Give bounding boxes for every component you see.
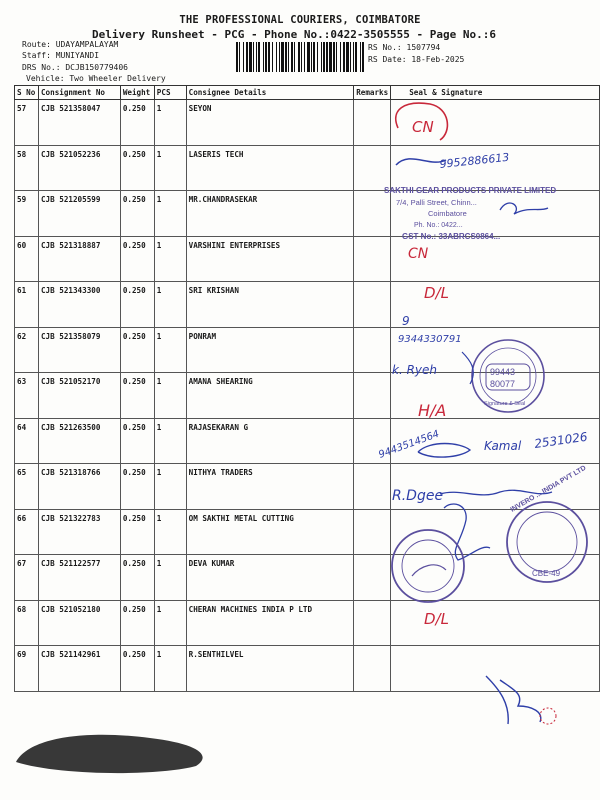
col-header-consignee: Consignee Details xyxy=(186,86,354,100)
cell-consignee: LASERIS TECH xyxy=(186,145,354,191)
sakthi-stamp-line3: Coimbatore xyxy=(428,209,467,218)
cell-seal-signature xyxy=(391,236,600,282)
table-row xyxy=(15,418,600,464)
cell-consignee: DEVA KUMAR xyxy=(186,555,354,601)
cell-sno: 62 xyxy=(15,327,39,373)
cell-consignment: CJB 521122577 xyxy=(38,555,120,601)
route-label: Route: UDAYAMPALAYAM xyxy=(22,40,119,49)
cell-pcs: 1 xyxy=(154,509,186,555)
cell-weight: 0.250 xyxy=(120,555,154,601)
note-62-a: 9 xyxy=(402,314,410,328)
barcode-bar xyxy=(236,42,238,72)
barcode-bar xyxy=(313,42,315,72)
cell-sno: 68 xyxy=(15,600,39,646)
barcode-bar xyxy=(285,42,287,72)
cell-remarks xyxy=(354,145,391,191)
cell-consignee: VARSHINI ENTERPRISES xyxy=(186,236,354,282)
cell-sno: 69 xyxy=(15,646,39,692)
cell-weight: 0.250 xyxy=(120,282,154,328)
cell-pcs: 1 xyxy=(154,464,186,510)
cell-consignee: AMANA SHEARING xyxy=(186,373,354,419)
cell-consignee: RAJASEKARAN G xyxy=(186,418,354,464)
cell-seal-signature xyxy=(391,100,600,146)
cell-pcs: 1 xyxy=(154,282,186,328)
cell-remarks xyxy=(354,555,391,601)
signature-63: k. Ryeh xyxy=(392,363,438,377)
cell-weight: 0.250 xyxy=(120,145,154,191)
barcode-bar xyxy=(326,42,328,72)
table-row xyxy=(15,509,600,555)
cell-sno: 63 xyxy=(15,373,39,419)
barcode-bar xyxy=(276,42,277,72)
barcode-bar xyxy=(249,42,252,72)
seal-63-caption: Signature & Seal xyxy=(484,401,526,407)
barcode-bar xyxy=(307,42,310,72)
seal-63-num1: 99443 xyxy=(490,367,516,377)
cell-pcs: 1 xyxy=(154,646,186,692)
cell-pcs: 1 xyxy=(154,145,186,191)
cell-seal-signature xyxy=(391,418,600,464)
cell-sno: 65 xyxy=(15,464,39,510)
table-row xyxy=(15,327,600,373)
barcode-bar xyxy=(279,42,280,72)
cell-weight: 0.250 xyxy=(120,100,154,146)
barcode-bar xyxy=(301,42,302,72)
barcode-bar xyxy=(329,42,332,72)
cell-seal-signature xyxy=(391,646,600,692)
cell-consignee: NITHYA TRADERS xyxy=(186,464,354,510)
cell-pcs: 1 xyxy=(154,555,186,601)
runsheet-table xyxy=(14,85,600,692)
sakthi-stamp-line1: SAKTHI GEAR PRODUCTS PRIVATE LIMITED xyxy=(384,186,557,195)
col-header-remarks: Remarks xyxy=(354,86,391,100)
barcode-bar xyxy=(304,42,305,72)
cell-weight: 0.250 xyxy=(120,464,154,510)
cell-remarks xyxy=(354,373,391,419)
barcode-bar xyxy=(265,42,267,72)
barcode-bar xyxy=(258,42,260,72)
col-header-sno: S No xyxy=(15,86,39,100)
table-row xyxy=(15,600,600,646)
table-row xyxy=(15,191,600,237)
cell-weight: 0.250 xyxy=(120,600,154,646)
cell-remarks xyxy=(354,418,391,464)
cell-remarks xyxy=(354,600,391,646)
barcode-bar xyxy=(340,42,341,72)
staff-label: Staff: MUNIYANDI xyxy=(22,51,100,60)
rs-no-label: RS No.: 1507794 xyxy=(368,43,441,52)
cell-remarks xyxy=(354,191,391,237)
col-header-seal: Seal & Signature xyxy=(391,86,600,100)
cell-pcs: 1 xyxy=(154,600,186,646)
barcode-bar xyxy=(294,42,295,72)
cell-consignment: CJB 521358047 xyxy=(38,100,120,146)
barcode-bar xyxy=(256,42,257,72)
cell-seal-signature xyxy=(391,600,600,646)
cn-text-60: CN xyxy=(408,246,429,262)
cell-consignee: MR.CHANDRASEKAR xyxy=(186,191,354,237)
cell-sno: 59 xyxy=(15,191,39,237)
invero-seal-city: CBE-49 xyxy=(532,569,561,578)
cell-pcs: 1 xyxy=(154,327,186,373)
cell-remarks xyxy=(354,327,391,373)
sakthi-stamp-line5: GST No.: 33ABRCS0864... xyxy=(402,232,501,241)
cell-seal-signature xyxy=(391,464,600,510)
barcode-bar xyxy=(317,42,318,72)
barcode-bar xyxy=(268,42,270,72)
table-row xyxy=(15,100,600,146)
signature-66: R.Dgee xyxy=(392,488,444,504)
barcode-bar xyxy=(288,42,289,72)
barcode-bar xyxy=(263,42,264,72)
barcode-bar xyxy=(333,42,335,72)
barcode-bar xyxy=(272,42,273,72)
cell-weight: 0.250 xyxy=(120,236,154,282)
barcode-bar xyxy=(350,42,351,72)
name-text-65: Kamal xyxy=(484,439,522,453)
cell-seal-signature xyxy=(391,282,600,328)
barcode-bar xyxy=(336,42,337,72)
cell-weight: 0.250 xyxy=(120,646,154,692)
runsheet-title: Delivery Runsheet - PCG - Phone No.:0422-3505555 - Page No.:6 xyxy=(92,28,496,41)
cell-consignment: CJB 521343300 xyxy=(38,282,120,328)
dl-text-69: D/L xyxy=(424,610,449,628)
cell-seal-signature xyxy=(391,373,600,419)
cell-sno: 67 xyxy=(15,555,39,601)
table-row xyxy=(15,236,600,282)
cell-consignment: CJB 521318887 xyxy=(38,236,120,282)
phone-text-65: 9443514564 xyxy=(377,428,441,461)
table-row xyxy=(15,464,600,510)
cell-consignment: CJB 521142961 xyxy=(38,646,120,692)
drs-barcode xyxy=(236,42,364,72)
col-header-pcs: PCS xyxy=(154,86,186,100)
barcode-bar xyxy=(343,42,345,72)
cn-text-57: CN xyxy=(412,118,434,136)
cell-consignee: CHERAN MACHINES INDIA P LTD xyxy=(186,600,354,646)
barcode-bar xyxy=(281,42,284,72)
table-row xyxy=(15,282,600,328)
barcode-bar xyxy=(355,42,357,72)
cell-sno: 57 xyxy=(15,100,39,146)
cell-consignment: CJB 521322783 xyxy=(38,509,120,555)
barcode-bar xyxy=(311,42,312,72)
table-row xyxy=(15,145,600,191)
cell-consignment: CJB 521052180 xyxy=(38,600,120,646)
cell-consignment: CJB 521358079 xyxy=(38,327,120,373)
cell-seal-signature xyxy=(391,509,600,555)
cell-pcs: 1 xyxy=(154,418,186,464)
dl-text-61: D/L xyxy=(424,284,449,302)
barcode-bar xyxy=(246,42,248,72)
barcode-bar xyxy=(321,42,322,72)
redaction-smudge xyxy=(16,735,203,773)
col-header-weight: Weight xyxy=(120,86,154,100)
cell-sno: 64 xyxy=(15,418,39,464)
number-text-65: 2531026 xyxy=(533,429,589,451)
cell-consignment: CJB 521263500 xyxy=(38,418,120,464)
barcode-bar xyxy=(353,42,354,72)
sakthi-stamp-line4: Ph. No.: 0422... xyxy=(414,222,463,229)
barcode-bar xyxy=(362,42,364,72)
cell-pcs: 1 xyxy=(154,373,186,419)
cell-consignment: CJB 521052170 xyxy=(38,373,120,419)
cell-consignee: PONRAM xyxy=(186,327,354,373)
cell-consignment: CJB 521205599 xyxy=(38,191,120,237)
phone-text-58: 9952886613 xyxy=(438,150,510,171)
cell-weight: 0.250 xyxy=(120,373,154,419)
cell-remarks xyxy=(354,236,391,282)
cell-pcs: 1 xyxy=(154,236,186,282)
barcode-bar xyxy=(243,42,244,72)
cell-pcs: 1 xyxy=(154,191,186,237)
cell-consignee: SRI KRISHAN xyxy=(186,282,354,328)
cell-seal-signature xyxy=(391,327,600,373)
cell-weight: 0.250 xyxy=(120,327,154,373)
cell-remarks xyxy=(354,464,391,510)
cell-weight: 0.250 xyxy=(120,418,154,464)
barcode-bar xyxy=(291,42,293,72)
drs-label: DRS No.: DCJB150779406 xyxy=(22,63,128,72)
cell-seal-signature xyxy=(391,145,600,191)
cell-weight: 0.250 xyxy=(120,509,154,555)
cell-sno: 66 xyxy=(15,509,39,555)
cell-consignee: SEYON xyxy=(186,100,354,146)
barcode-bar xyxy=(360,42,361,72)
phone-text-62: 9344330791 xyxy=(398,334,462,345)
barcode-bar xyxy=(239,42,240,72)
table-header-row xyxy=(15,86,600,100)
vehicle-label: Vehicle: Two Wheeler Delivery xyxy=(26,74,166,83)
barcode-bar xyxy=(323,42,325,72)
cell-seal-signature xyxy=(391,191,600,237)
company-title: THE PROFESSIONAL COURIERS, COIMBATORE xyxy=(179,14,421,26)
cell-remarks xyxy=(354,646,391,692)
cell-sno: 60 xyxy=(15,236,39,282)
cell-sno: 58 xyxy=(15,145,39,191)
cell-pcs: 1 xyxy=(154,100,186,146)
table-row xyxy=(15,646,600,692)
ha-text-64: H/A xyxy=(418,401,447,420)
cell-consignee: R.SENTHILVEL xyxy=(186,646,354,692)
invero-seal-text: INVERO ... INDIA PVT LTD xyxy=(509,464,588,514)
cell-consignment: CJB 521052236 xyxy=(38,145,120,191)
sakthi-stamp-line2: 7/4, Palli Street, Chinn... xyxy=(396,198,477,207)
barcode-bar xyxy=(298,42,300,72)
cell-sno: 61 xyxy=(15,282,39,328)
table-row xyxy=(15,373,600,419)
col-header-consignment: Consignment No xyxy=(38,86,120,100)
cell-weight: 0.250 xyxy=(120,191,154,237)
rs-date-label: RS Date: 18-Feb-2025 xyxy=(368,55,465,64)
cell-remarks xyxy=(354,509,391,555)
seal-63-num2: 80077 xyxy=(490,379,516,389)
table-row xyxy=(15,555,600,601)
cell-consignee: OM SAKTHI METAL CUTTING xyxy=(186,509,354,555)
bottom-red-mark xyxy=(540,708,556,724)
barcode-bar xyxy=(346,42,349,72)
cell-seal-signature xyxy=(391,555,600,601)
cell-consignment: CJB 521318766 xyxy=(38,464,120,510)
cell-remarks xyxy=(354,282,391,328)
cell-remarks xyxy=(354,100,391,146)
barcode-bar xyxy=(253,42,254,72)
